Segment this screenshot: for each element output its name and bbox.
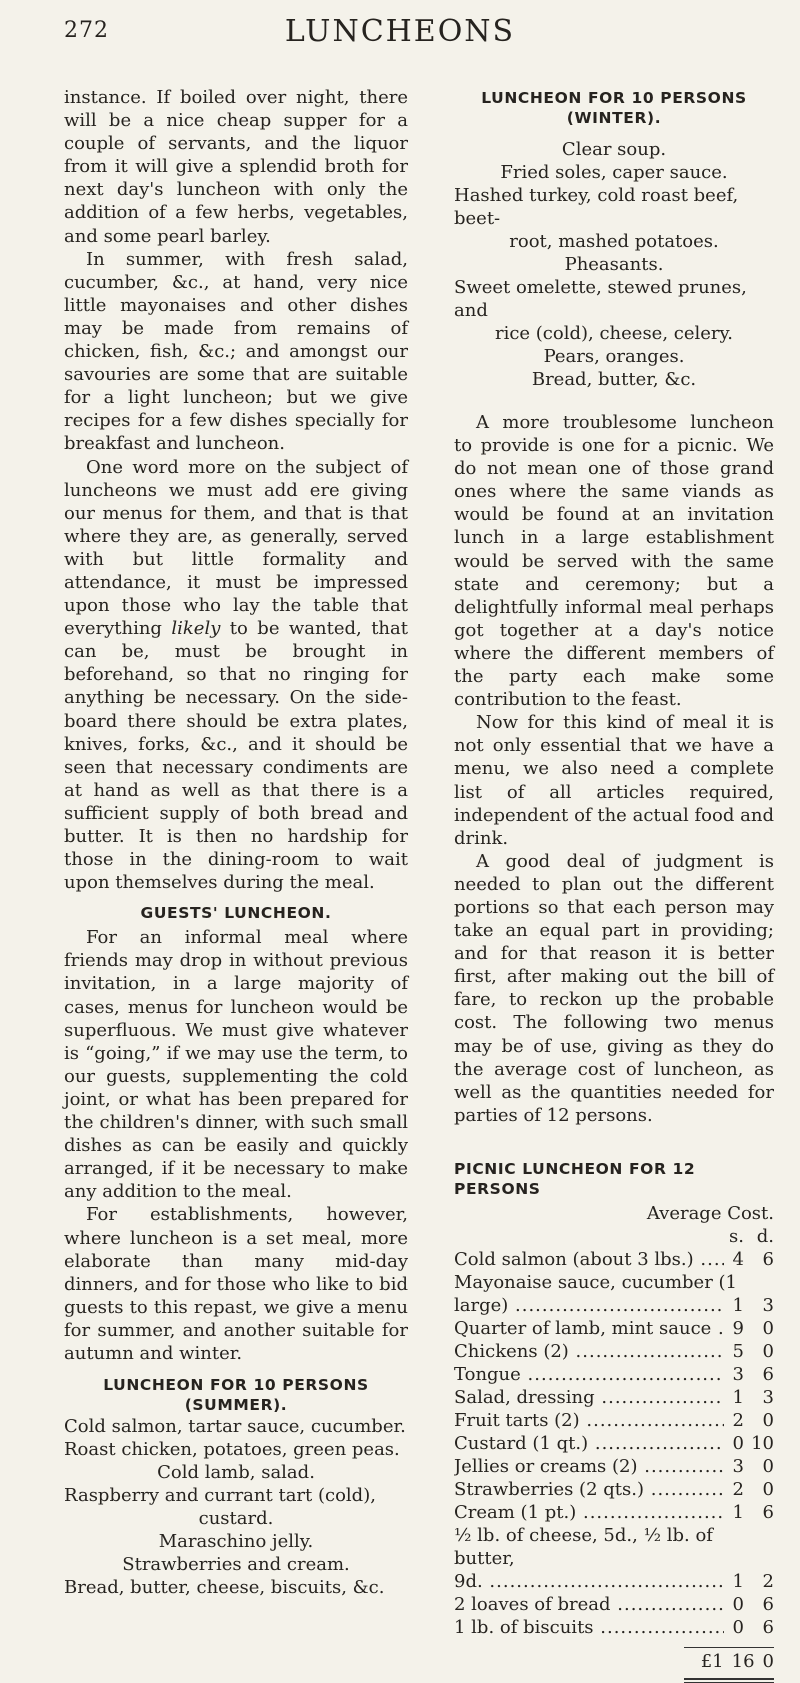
menu-line: Pheasants. xyxy=(564,254,664,275)
cost-pence: 6 xyxy=(762,1501,774,1523)
cost-row xyxy=(454,1593,774,1616)
cost-row xyxy=(454,1409,774,1432)
cost-shillings: 0 xyxy=(732,1593,744,1615)
cost-pence: 10 xyxy=(751,1432,774,1454)
cost-row xyxy=(454,1570,774,1593)
section-subheading: (WINTER). xyxy=(566,109,662,127)
cost-pence: 0 xyxy=(762,1317,774,1339)
text-run: to be wanted, that can be, must be brought in beforehand, so that no ringing for anything be necessary. On the side-board there should be extra plates, knives, forks, &c., and it should be seen that necessary condiments are at hand as well as that there is a sufficient supply of both bread and butter. It is then no hardship for those in the dining-room to wait upon themselves during the meal. xyxy=(64,618,408,894)
section-heading: LUNCHEON FOR 10 PERSONS xyxy=(481,89,747,107)
winter-menu xyxy=(454,138,774,391)
menu-line: rice (cold), cheese, celery. xyxy=(494,323,734,344)
cost-pence: 6 xyxy=(762,1616,774,1638)
cost-item: Cold salmon (about 3 lbs.) xyxy=(454,1248,694,1270)
cost-row xyxy=(454,1455,774,1478)
cost-item: Mayonaise sauce, cucumber (1 xyxy=(454,1271,737,1293)
cost-pence: 0 xyxy=(762,1455,774,1477)
total-rule xyxy=(684,1647,774,1648)
cost-row xyxy=(454,1363,774,1386)
menu-line: Hashed turkey, cold roast beef, beet- xyxy=(454,185,739,229)
page-number: 272 xyxy=(64,18,109,43)
emphasis: likely xyxy=(171,618,221,640)
total-pounds: £1 xyxy=(700,1650,724,1672)
menu-line: Bread, butter, cheese, biscuits, &c. xyxy=(64,1577,385,1599)
cost-item: 1 lb. of biscuits xyxy=(454,1616,594,1638)
cost-shillings: 1 xyxy=(732,1294,744,1316)
cost-shillings: 3 xyxy=(732,1455,744,1477)
paragraph: For an informal meal where friends may drop in without previous invitation, in a large majority of cases, menus for luncheon would be superfluous. We must give whatever is “going,” if we may use the term, to our guests, supplementing the cold joint, or what has been prepared for the children's dinner, with such small dishes as can be easily and quickly arranged, if it be necessary to make any addition to the meal. xyxy=(64,927,408,1203)
menu-line: Maraschino jelly. xyxy=(158,1531,314,1553)
cost-row xyxy=(454,1386,774,1409)
section-heading: GUESTS' LUNCHEON. xyxy=(140,904,332,923)
cost-shillings: 0 xyxy=(732,1432,744,1454)
menu-line: Bread, butter, &c. xyxy=(531,369,697,390)
total-shillings: 16 xyxy=(731,1650,755,1672)
menu-line: Strawberries and cream. xyxy=(122,1554,350,1576)
shillings-unit: s. xyxy=(729,1225,744,1247)
cost-pence: 3 xyxy=(762,1386,774,1408)
cost-shillings: 9 xyxy=(732,1317,744,1339)
cost-row xyxy=(454,1478,774,1501)
cost-pence: 0 xyxy=(762,1478,774,1500)
summer-menu xyxy=(64,1415,408,1599)
menu-line: Fried soles, caper sauce. xyxy=(500,162,728,183)
pence-unit: d. xyxy=(756,1225,774,1247)
cost-shillings: 4 xyxy=(732,1248,744,1270)
cost-item-cont: 9d. xyxy=(454,1570,483,1592)
paragraph: Now for this kind of meal it is not only essential that we have a menu, we also need a complete list of all articles required, independent of the actual food and drink. xyxy=(454,712,774,849)
cost-item: ½ lb. of cheese, 5d., ½ lb. of butter, xyxy=(454,1524,713,1569)
cost-pence: 6 xyxy=(762,1363,774,1385)
paragraph: instance. If boiled over night, there will be a nice cheap supper for a couple of servants, and the liquor from it will give a splendid broth for next day's luncheon with only the addition of a few herbs, vegetables, and some pearl barley. xyxy=(64,87,408,247)
cost-row xyxy=(454,1616,774,1639)
cost-item: Chickens (2) xyxy=(454,1340,569,1362)
menu-line: Sweet omelette, stewed prunes, and xyxy=(454,277,747,321)
menu-line: root, mashed potatoes. xyxy=(509,231,719,252)
cost-pence: 0 xyxy=(762,1340,774,1362)
cost-pence: 0 xyxy=(762,1409,774,1431)
paragraph: A more troublesome luncheon to provide is one for a picnic. We do not mean one of those grand ones where the same viands as would be found at an invitation lunch in a large establishment would be served with the same state and ceremony; but a delightfully informal meal perhaps got together at a day's notice where the different members of the party each make some contribution to the feast. xyxy=(454,412,774,711)
cost-shillings: 1 xyxy=(732,1386,744,1408)
menu-line: Cold lamb, salad. xyxy=(157,1462,315,1484)
section-heading: LUNCHEON FOR 10 PERSONS xyxy=(103,1376,369,1395)
paragraph: In summer, with fresh salad, cucumber, &c., at hand, very nice little mayonaises and other dishes may be made from remains of chicken, fish, &c.; and amongst our savouries are some that are suitable for a light luncheon; but we give recipes for a few dishes specially for breakfast and luncheon. xyxy=(64,248,408,455)
cost-shillings: 1 xyxy=(732,1570,744,1592)
cost-row xyxy=(454,1248,774,1271)
end-rule xyxy=(684,1678,774,1683)
cost-shillings: 2 xyxy=(732,1409,744,1431)
menu-line: Roast chicken, potatoes, green peas. xyxy=(64,1439,400,1461)
menu-line: Raspberry and currant tart (cold), xyxy=(64,1485,376,1507)
cost-row xyxy=(454,1294,774,1317)
total-pence: 0 xyxy=(762,1650,774,1672)
cost-pence: 6 xyxy=(762,1248,774,1270)
cost-shillings: 3 xyxy=(732,1363,744,1385)
cost-heading: Average Cost. xyxy=(646,1202,774,1224)
running-title: LUNCHEONS xyxy=(284,14,516,49)
paragraph: A good deal of judgment is needed to plan out the different portions so that each person may take an equal part in providing; and for that reason it is better first, after making out the bill of fare, to reckon up the probable cost. The following two menus may be of use, giving as they do the average cost of luncheon, as well as the quantities needed for parties of 12 persons. xyxy=(454,850,774,1126)
left-column xyxy=(64,86,408,1599)
menu-line: Clear soup. xyxy=(561,139,667,160)
cost-pence: 2 xyxy=(762,1570,774,1592)
cost-pence: 6 xyxy=(762,1593,774,1615)
text-run: One word more on the subject of luncheons we must add ere giving our menus for them, and that is that where they are, as generally, served with but little formality and attendance, it must be impressed upon those who lay the table that everything xyxy=(64,456,408,640)
cost-item: Cream (1 pt.) xyxy=(454,1501,577,1523)
cost-item-cont: large) xyxy=(454,1294,509,1316)
cost-row xyxy=(454,1340,774,1363)
section-heading: PICNIC LUNCHEON FOR 12 PERSONS xyxy=(454,1159,696,1198)
cost-item: Salad, dressing xyxy=(454,1386,595,1408)
cost-item: Strawberries (2 qts.) xyxy=(454,1478,644,1500)
cost-item: Custard (1 qt.) xyxy=(454,1432,589,1454)
cost-row xyxy=(454,1317,774,1340)
cost-shillings: 2 xyxy=(732,1478,744,1500)
paragraph: For establishments, however, where luncheon is a set meal, more elaborate than many mid-day dinners, and for those who like to bid guests to this repast, we give a menu for summer, and another suitable for autumn and winter. xyxy=(64,1204,408,1364)
section-subheading: (SUMMER). xyxy=(184,1396,288,1415)
cost-item: Quarter of lamb, mint sauce xyxy=(454,1317,712,1339)
menu-line: Pears, oranges. xyxy=(543,346,685,367)
total-row xyxy=(454,1650,774,1674)
cost-shillings: 0 xyxy=(732,1616,744,1638)
cost-pence: 3 xyxy=(762,1294,774,1316)
cost-item: Fruit tarts (2) xyxy=(454,1409,580,1431)
cost-item: Tongue xyxy=(454,1363,521,1385)
cost-item: 2 loaves of bread xyxy=(454,1593,611,1615)
paragraph xyxy=(64,456,408,895)
cost-row xyxy=(454,1501,774,1524)
cost-row xyxy=(454,1432,774,1455)
menu-line: Cold salmon, tartar sauce, cucumber. xyxy=(64,1416,406,1438)
cost-item: Jellies or creams (2) xyxy=(454,1455,638,1477)
right-column xyxy=(454,88,774,1683)
menu-line: custard. xyxy=(198,1508,274,1530)
cost-units-row xyxy=(454,1225,774,1248)
cost-shillings: 1 xyxy=(732,1501,744,1523)
cost-shillings: 5 xyxy=(732,1340,744,1362)
